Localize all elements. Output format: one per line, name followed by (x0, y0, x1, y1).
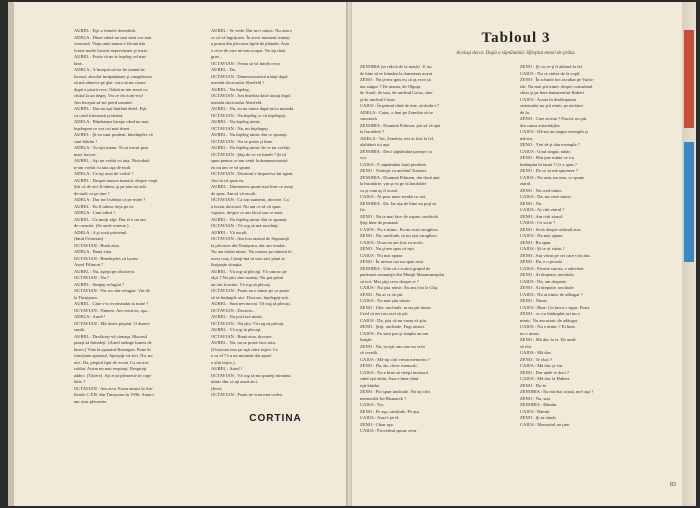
right-page-columns (360, 64, 672, 435)
text-line: ide. Nu mai ştii nimic despre consulatul (520, 83, 593, 89)
text-line: ZENO : ce s-a întâmplat azi nu e (520, 311, 580, 316)
text-line: ADELA : Dar nu-l iubeşti ca pe mine ? (74, 197, 146, 202)
text-line: lierele C.F.R. din Timişoara în 1936. Atunci (74, 392, 154, 397)
left-column-2-text (211, 28, 340, 399)
text-line: să se întâmple aici. Doctore, înţelegeţi-mă. (211, 294, 289, 300)
text-line: AUREL : Se vede. Dar nu-i nimic. Nu asta e (211, 28, 293, 33)
text-line: CAIUS : Nu mai spune. (360, 252, 404, 258)
text-line: CAIUS : Mă-aţi citit vreun memoriu ? (360, 356, 430, 362)
text-line: CAIUS : Unul singur, nătăr. (520, 148, 571, 154)
text-line: AUREL : Da. (211, 67, 236, 72)
text-line: OCTAVIAN : Vă rog să mă ascultaţi. (211, 223, 279, 228)
text-line: AUREL : Ca mulţi alţii. Dar el e un om (74, 216, 146, 222)
text-line: chiar şi pe bere hamsterului Hubert. (520, 90, 586, 95)
text-line: CAIUS : Nu ai nimic de adăugat ? (520, 291, 583, 297)
text-line: CAIUS : Mă duc şi vin. (520, 363, 564, 368)
text-line: OCTAVIAN : Poate nu e nimic pe ce poate (211, 288, 290, 293)
text-line: de caracter. (Se aude sonerie.) (74, 223, 129, 228)
text-line: metoda doctorului Aberfeld ? (211, 80, 265, 85)
text-line: birou.) Vine la aparatul Roentgen. Pune în (74, 346, 151, 352)
text-line: ZENO : Care ziceau ? Practic nu ştii (520, 116, 587, 121)
text-line: liniştit. (360, 337, 373, 342)
text-line: AUREL : Nu înţeleg nimic. (211, 119, 262, 124)
text-line: OCTAVIAN : Nu înţeleg ce vă înţelegeţi. (211, 112, 287, 118)
text-line: ZENOBIA : Doamnă Filimon, pot să vă ajut (360, 122, 441, 128)
text-line: CAIUS : Nu e nimic ? Ei bine, (520, 324, 576, 329)
page-number: 83 (670, 482, 676, 488)
text-line: CAIUS : Memoriul nu ţine. (520, 421, 571, 427)
text-line: ZENO : Pe aşa, unchiule. Pe aşa. (360, 408, 420, 414)
text-line: un om la mine. Vă rog să plecaţi. (211, 281, 272, 287)
text-line: ZENOBIA : Rămân. (520, 402, 558, 407)
text-line: ZENOBIA (se ridică de la masă) : E nu (360, 64, 432, 69)
text-line: AUREL : Nu înţeleg nimic de ce nu vorbiţi. (211, 145, 291, 150)
right-page-content (360, 30, 672, 435)
text-line: AUREL : Nu, aştept pe altcineva. (74, 268, 136, 274)
text-line: din cauza autorităţilor. (520, 122, 561, 128)
text-line: ADELA : Caius, e fani pe Zenobia să se (360, 109, 433, 115)
cortina-heading: CORTINA (249, 412, 302, 424)
text-line: vinovată. Viaţa unei mame e făcută din (74, 41, 145, 46)
text-line: nimic. Nu am nimic de adăugat. (520, 317, 579, 323)
text-line: CAIUS : Nu e nimic. Eu nu sunt caraghios. (360, 226, 439, 232)
text-line: AUREL : Vă rog să plecaţi. Vă cunosc pe (211, 268, 287, 274)
text-line: să vin. (520, 343, 532, 349)
text-line: CAIUS : Bine. Un lucru e sigur. Poate (520, 304, 590, 310)
text-line: (Iese). (211, 385, 223, 391)
text-line: ADELA : Bătrâneţea începe când nu mai (74, 119, 149, 124)
right-page (352, 2, 696, 506)
text-line: AUREL : Vă ascult. (211, 229, 248, 235)
text-line: a lucrat doctorul. Nu am ce să vă spun (211, 203, 281, 209)
left-page (8, 2, 348, 506)
text-line: OCTAVIAN : Am întrebat dacă trataţi după (211, 93, 291, 98)
text-line: ZENO : Nu ţi-am spus că eşti. (360, 246, 415, 251)
text-line: OCTAVIAN : Doctorul e împotriva lui agent. (211, 171, 294, 176)
text-line: ZENO : Ai dreptate, unchiule. (520, 272, 575, 277)
text-line: puteţi să întindeţi. (Aurel strânge lumea de (74, 340, 152, 345)
text-line: ADELA : Tu eşti matur. Tu ai trecut prin (74, 145, 148, 150)
text-line: AUREL : Aurel ! (211, 366, 243, 371)
text-line: CAIUS : Nu mai spune. (520, 233, 564, 238)
text-line: CAIUS : Nu ce stătea de la copil. (520, 70, 581, 76)
text-line: OCTAVIAN : Bună ziua. (74, 242, 120, 248)
text-line: când eşti tânăr. Asta e bine când (360, 376, 419, 381)
text-line: OCTAVIAN : Am fost arestat de Siguranţă (211, 236, 289, 241)
text-line: CAIUS : Ce scrie ? (520, 220, 556, 225)
text-line: iau singur ? De mama, de Olguţa, (360, 83, 422, 89)
text-line: ZENO : Chiar aşa. (360, 421, 394, 427)
text-line: OCTAVIAN : Ca toţi oamenii, doctore. Ca (211, 197, 289, 202)
text-line: CAIUS : Rămâi. (520, 408, 551, 414)
text-line: ZENO : Mă duc la ei. De unde (520, 337, 576, 342)
text-line: să mă alunece pe ghe. vara să nu cioare (74, 80, 146, 85)
text-line: cu totul frumoasă şi tânără. (74, 112, 124, 118)
text-line: ZENOBIA : Da. Iar aşa de bine nu poţi să (360, 200, 437, 206)
text-line: ADELA : Vai, Zenobia, ieri ai fost la fel, (360, 135, 435, 141)
text-line: AUREL : Sunt nevinovat. Vă rog să plecaţi. (211, 301, 291, 306)
text-line: OCTAVIAN : Mă doare pieptul. O durere (74, 320, 150, 326)
text-line: ADELA : Ce-aţi avut de vorbit ? (74, 171, 134, 176)
text-line: voi. (360, 155, 367, 160)
text-line: funcţiune aparatul. Apropiţi-vă aici. Nu, nu (74, 353, 153, 358)
text-line: CAIUS : E săptămâna lunii pierdute. (360, 161, 427, 167)
text-line: Ştii că de aici îl iubesc şi pe tata tot atât (74, 184, 146, 189)
text-line: CAIUS : Ai prea mare treabă cu noi. (360, 194, 427, 199)
left-column-2 (211, 28, 340, 424)
text-line: OCTAVIAN : Poate ne vom mai vedea. (211, 392, 283, 397)
text-line: linişteşte situaţia. (211, 262, 243, 267)
text-line: CAIUS : Mă duc. (520, 350, 553, 355)
text-line: ce să vă îngrijorez. În acest moment sunteţi (211, 34, 290, 40)
text-line: foarte multe lucruri neprevăzute şi triste. (74, 47, 148, 53)
text-line: eu nu am ce vă spune. (211, 164, 252, 170)
text-line: AUREL : Eu îl iubesc deja pe ea. (74, 203, 135, 209)
text-line: CAIUS : Şi ce ai văzut ? (520, 246, 565, 251)
scene-title: Tabloul 3 (481, 30, 551, 46)
text-line: AUREL : Nu înţeleg. (211, 86, 250, 92)
blue-page-tab (684, 142, 694, 262)
text-line: după o pisică rece. Odată m-am trezit cu (74, 86, 148, 92)
text-line: Ştiţi bine de pomană. (360, 220, 399, 225)
text-line: la plecarea din Timişoara, dar am evadat. (211, 242, 286, 248)
text-line: ZENO : Nu cred nimic. (520, 187, 563, 193)
text-line: ZENO : Te duci ? (520, 356, 553, 362)
text-line: (Intră Octavian) (74, 236, 104, 241)
text-line: AUREL : Dar nu eşti bătrână defel. Eşti (74, 106, 147, 111)
text-line: o altă ieşire.) (211, 359, 235, 365)
text-line: spun pentru ce am venit la dumneavoastră (211, 158, 288, 163)
text-line: ADELA : Aurel ! (74, 314, 106, 319)
book-spread (8, 2, 696, 506)
text-line: CAIUS : Acum în dezlănţuirea (520, 96, 577, 102)
left-page-edge (8, 2, 14, 506)
text-line: AUREL : Despre munca noastră, despre viaţă. (74, 177, 159, 183)
text-line: ZENO : Pot spun unchiule. Nu aţi citit (360, 389, 430, 394)
stage-direction: Acelaşi decor. După o săptămână. Sfârşitul mesei de prânz. (456, 51, 576, 56)
text-line: mă-mi. (520, 135, 534, 141)
text-line: OCTAVIAN : Doctore... (211, 307, 256, 313)
text-line: CAIUS : Doar nu am fost eu acela. (360, 239, 424, 245)
left-page-columns (74, 28, 340, 424)
text-line: metoda doctorului Aberfeld. (211, 99, 263, 105)
text-line: e cu el ? La un moment dat apare (211, 353, 272, 358)
text-line: la Timişoara. (74, 294, 98, 300)
text-line: eşti bătrân. (360, 382, 380, 388)
text-line: OCTAVIAN : Bineînţeles că lucrez (74, 255, 139, 261)
text-line: la bucătărie ? (360, 129, 385, 134)
text-line: AUREL : Nu pot face nimic. (211, 314, 264, 319)
text-line: cititul la un degeţ. Vai ce frică mi-era! (74, 93, 144, 98)
text-line: ZENO : Ştiţi, unchiule. Fugi atunci. (360, 324, 426, 329)
text-line: de Aurel, de tata, de unchiul Caius, cine (360, 90, 433, 95)
text-line: CAIUS : În primul rând de tine, zicându-i ? (360, 103, 440, 108)
text-line: ZENO : Nu te mai face de ruşine, unchiule. (360, 213, 440, 219)
text-line: n-am vorbit cu tata aşa de mult. (74, 164, 132, 170)
text-line: OCTAVIAN : Ştiţi de ce vă întreb ? Şi vă (211, 151, 287, 157)
text-line: că ieri. Mai ştiţi ceva despre ei ? (360, 278, 419, 284)
text-line: soldat. Acum nu mai respiraţi. Respiraţi (74, 366, 147, 371)
text-line: ZENO : Da, e o prostie. (520, 259, 564, 264)
text-line: CAIUS : Nu. (360, 402, 384, 407)
text-line: AUREL : Desfăceţi-vă cămaşa. Maiorul (74, 333, 147, 339)
text-line: ZENO : Nu ai ce să ştii. (360, 291, 404, 297)
text-line: ziarul. (520, 181, 532, 186)
text-line: bine. (74, 60, 83, 66)
text-line: ZENO : Am văzut pe cei care s-au dus. (520, 252, 592, 258)
text-line: am avut pleurezie. (74, 398, 108, 404)
text-line: CAIUS : Nu asta, nu asta, ce spune (520, 174, 585, 180)
text-line: ZENO : Nimic. (520, 298, 549, 303)
text-line: OCTAVIAN : Nu, nu sînt refugiat. Vin de (74, 288, 150, 293)
text-line: lucruri, absolut încăpăţânate şi caraghioase. (74, 73, 154, 79)
text-line: să creadă. (360, 350, 378, 355)
text-line: Am început să-mi pierd somnul. (74, 99, 133, 105)
text-line: ADELA : Dintr-odată nu mai simt cea mai (74, 34, 152, 40)
text-line: ZENOBIA : Uite că s-a răcit grupul de (360, 265, 431, 271)
text-line: ZENO : Dar unde te duci ? (520, 369, 569, 375)
text-line: CAIUS : Da, ştiu că nu vreau să ştiu. (360, 317, 428, 323)
text-line: ZENO : Şi cu ce-ţi fi alătură la fel. (520, 64, 583, 69)
text-line: AUREL : Poate că nu te înţeleg cel mai (74, 54, 146, 59)
text-line: întâmplat în iarnă ? Ce a spus ? (520, 161, 577, 167)
text-line: ZENO : Uite, unchiule, tu nu ştii nimic. (360, 304, 433, 310)
text-line: lărie ? (74, 379, 86, 384)
text-line: CAIUS : Auzi-i pe el. (360, 415, 400, 420)
text-line: înţelegem ce vor cei mai tineri. (74, 125, 131, 131)
text-line: ADELA : A început să-mi fie teamă de (74, 67, 145, 72)
text-line: AUREL : Nu, eu nu tratez după nicio metodă. (211, 106, 295, 111)
red-page-tab (684, 30, 694, 128)
text-line: ZENO : Nu. (520, 200, 543, 206)
text-line: ZENO : Scrie despre ultimul atac. (520, 226, 582, 232)
text-line: ZENO : Vorbeşti ca unchiul Timotei. (360, 168, 428, 173)
text-line: CAIUS : Da, am dreptate. (520, 278, 568, 284)
text-line: mari lucruri. (74, 151, 97, 157)
text-line: memoriile lui Bismarck ? (360, 395, 407, 401)
text-line: AUREL : Nu înţeleg nimic din ce spuneţi. (211, 216, 288, 222)
text-line: nimic din ce aţi auzit aici. (211, 379, 258, 384)
text-line: de bine să te frământ la dumneata acasă. (360, 70, 434, 76)
text-line: ADELA : A şi sosit prietenul. (74, 229, 128, 235)
text-line: CAIUS : Eu sunt pur şi simplu un om (360, 330, 429, 336)
text-line: ca şi cum aş fi acasă. (360, 187, 399, 193)
text-line: CAIUS : Nu e bine să citeşti memorii (360, 369, 429, 375)
text-line: cunoască. (360, 116, 378, 121)
text-line: ZENO : Du-te. (520, 382, 548, 388)
text-line: AUREL : Cine v-a recomandat la mine ? (74, 301, 149, 306)
text-line: OCTAVIAN : Nu ştiu. Vă rog să plecaţi. (211, 320, 285, 326)
text-line: OCTAVIAN : Vă rog să nu spuneţi nimănui (211, 372, 291, 378)
text-line: aici. Da, pieptul lipit de ecran. Ca un mic (74, 359, 149, 365)
text-line: fie. (360, 207, 366, 212)
text-line: OCTAVIAN : Nu, nu înţelegeţi. (211, 125, 269, 131)
text-line: ZENO : Mai ţine minte ce s-a (520, 155, 575, 160)
text-line: ZENO : Vrei să-ţi dau exemple ? (520, 142, 580, 147)
text-line: OCTAVIAN : Dumneavoastră trataţi după (211, 73, 288, 79)
text-line: OCTAVIAN : Nimeni. Am venit eu, aşa... (74, 307, 150, 313)
text-line: Nu am trădat nimic. Nu cunosc pe nimeni în (211, 249, 292, 254)
text-line: ADELA : Cum adică ? (74, 210, 116, 215)
text-line: ADELA : Bună ziua. (74, 249, 113, 254)
text-line: OCTAVIAN : Bună ziua, doctore. (211, 333, 273, 339)
text-line: ZENO : Ai dreptate, unchiule. (520, 285, 575, 290)
text-line: ZENO : Şi tu rămâi. (520, 415, 557, 420)
text-line: AUREL : Aşi nu vorbit cu tata. Niciodată (74, 158, 150, 163)
text-line: partizani comunişti din Munţii Maramureşului (360, 272, 445, 277)
text-line: la bucătărie, vin şi eu pe la bucătărie (360, 181, 427, 186)
text-line: OCTAVIAN : Am avut. Eram atunci la Ate- (74, 385, 154, 391)
text-line: ZENOBIA : Doamnă Filimon, dar dacă ajut (360, 174, 440, 180)
text-line: Cred că nici nu vrei să ştii. (360, 311, 409, 316)
text-line: grav... (211, 54, 223, 59)
left-column-1 (74, 28, 203, 424)
text-line: CAIUS : Nu ştiu nimic. Eu am fost la Cluj. (360, 285, 439, 290)
text-line: surdă. (74, 327, 85, 332)
text-line: adânc. (Tăcere). Aţi avut pleurezie în copi- (74, 372, 153, 378)
text-line: AUREL : Dumnezeu spune mai bine ce aveţi (211, 184, 294, 189)
text-line: ZENOBIA : Eu mă duc acasă, nu-i aşa ? (520, 389, 594, 394)
text-line: sistemului nu ştii nimic pe nicăieri (520, 103, 583, 108)
text-line: AUREL : Nu, nu se poate face asta. (211, 340, 276, 345)
text-line: nu e nimic. (520, 330, 541, 336)
text-line: de mult ca pe tine ? (74, 190, 110, 196)
text-line: ZENOBIA : Deci săptămână paseşte cu (360, 148, 432, 154)
text-line: CAIUS : Ai citit ziarul ? (520, 207, 565, 212)
text-line: vigoare, despre ce am făcut sau ce sunt. (211, 210, 284, 215)
text-line: ZENO : Nu ţi-am spus eu că aş vrea să (360, 77, 431, 82)
text-line: OCTAVIAN : Nu se poate şi bine. (211, 138, 274, 144)
text-line: alaltăieri tot aşa. (360, 142, 390, 147)
text-line: OCTAVIAN : Vreau să vă întreb ceva. (211, 60, 281, 66)
text-line: AUREL : Şi eu sunt prudent, bineînţeles că (74, 132, 153, 137)
text-line: ZENO : Nu, tu eşti om care nu vrea (360, 343, 425, 349)
text-line: CAIUS : Nu mai ştiu nimic. (360, 298, 412, 303)
text-line: ZENO : Da, da, citesc memorii. (360, 363, 418, 368)
text-line: şi de unchiul Caius. (360, 96, 396, 102)
text-line: ZENO : Nu, stai. (520, 395, 551, 401)
text-line: AUREL : Vă rog să plecaţi. (211, 327, 262, 332)
text-line: CAIUS : Dă-mi un singur exemplu şi (520, 129, 588, 134)
text-line: AUREL : Nu înţeleg nimic din ce spuneţi. (211, 132, 288, 137)
text-line: ZENO : În niciun caz nu spun asta. (360, 259, 424, 264)
text-line: OCTAVIAN : Nu ? (74, 275, 110, 280)
text-line: Aurel Filimon ? (74, 262, 104, 267)
text-line: ZENO : De ce să mă spioneze ? (520, 168, 578, 173)
text-line: sunt bătrân ? (74, 138, 98, 144)
text-line: CAIUS : Mă duc la Hubert. (520, 376, 571, 381)
text-line: de spus. Am să vă ascult. (211, 190, 257, 196)
text-line: alţii ? Nu ştiu cine sunteţi. Nu pot primi (211, 275, 284, 280)
text-line: AUREL : Siniţeţi refugiat ? (74, 281, 125, 287)
text-line: Am să vă spun eu. (211, 177, 245, 183)
right-column-1 (360, 64, 512, 435)
text-line: CAIUS : Da, nu crezi nimic. (520, 194, 572, 199)
text-line: CAIUS : Proverbul spune ceva. (360, 428, 418, 433)
text-line: acest oraş. Lăsaţi-mă să stau aici până se (211, 255, 285, 261)
text-line: de la. (520, 109, 530, 115)
text-line: ZENO : Am citit ziarul. (520, 213, 564, 219)
right-column-2 (520, 64, 672, 435)
text-line: ZENO : Nu, unchiule, tu nu eşti caraghios. (360, 233, 438, 238)
text-line: a pornit din plecarea lipită de plămân. Asta (211, 41, 290, 46)
text-line: AUREL : Eşti o femeie deosebită. (74, 28, 136, 33)
text-line: ZENO : Ba spun. (520, 239, 552, 245)
text-line: (Octavian iese pe uşă către ieşire. Ce (211, 346, 279, 352)
text-line: CAIUS : Prostie sau nu, e adevărat. (520, 265, 585, 271)
text-line: ZENO : În schimb boi ascultat pe Vartic- (520, 77, 595, 82)
text-line: e ceva de care ne-am ocupat. Ne-aţi rănit (211, 47, 286, 53)
